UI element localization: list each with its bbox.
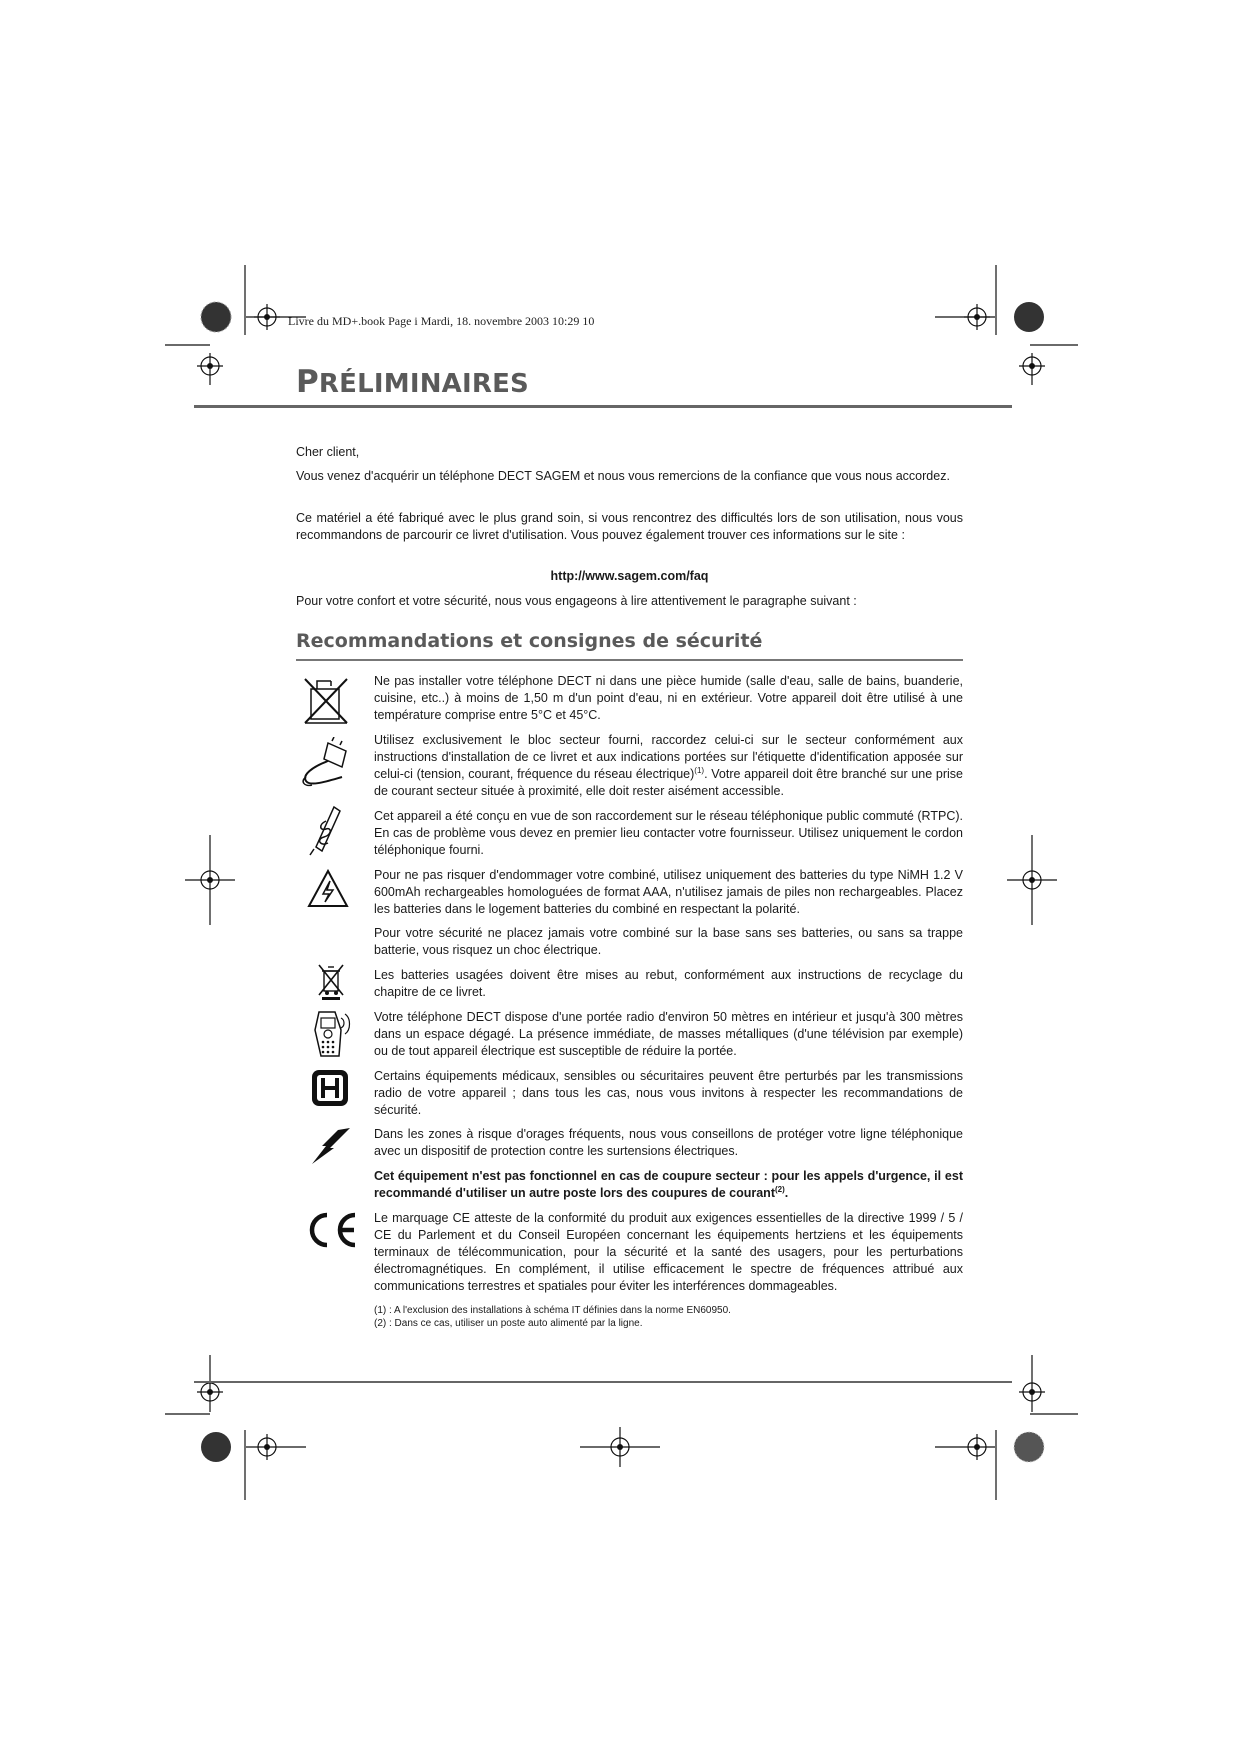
page-title-rest: RÉLIMINAIRES [318, 369, 529, 399]
power-adapter-icon [298, 737, 358, 789]
item-recycling: Les batteries usagées doivent être mises au rebut, conformément aux instructions de recyclage du chapitre de ce livret. [374, 968, 963, 999]
item-power-text-end: . Votre appareil doit être branché sur une prise de courant secteur située à proximité, elle doit rester aisément accessible. [374, 767, 963, 798]
footnote-2: (2) : Dans ce cas, utiliser un poste auto alimenté par la ligne. [374, 1318, 643, 1329]
electric-hazard-icon [306, 868, 350, 910]
greeting: Cher client, [296, 445, 360, 459]
recycling-bin-icon [316, 961, 346, 1001]
header-slug: Livre du MD+.book Page i Mardi, 18. novembre 2003 10:29 10 [288, 314, 595, 328]
item-medical: Certains équipements médicaux, sensibles ou sécuritaires peuvent être perturbés par les transmissions radio de votre appareil ; dans tous les cas, nous vous invitons à respecter les recommandations de sécurité. [374, 1069, 963, 1117]
title-rule [194, 405, 1012, 408]
item-power [374, 732, 963, 800]
intro-paragraph-1: Vous venez d'acquérir un téléphone DECT SAGEM et nous vous remercions de la confiance que vous nous accordez. [296, 469, 950, 483]
item-range: Votre téléphone DECT dispose d'une portée radio d'environ 50 mètres en intérieur et jusqu'à 300 mètres dans un espace dégagé. La présence immédiate, de masses métalliques (d'une télévision par exemple) ou de tout appareil électrique est susceptible de réduire la portée. [374, 1010, 963, 1058]
handset-range-icon [305, 1008, 353, 1060]
lightning-icon [308, 1126, 354, 1166]
phone-cord-icon [302, 805, 352, 857]
section-title: Recommandations et consignes de sécurité [296, 630, 763, 652]
intro-paragraph-2: Ce matériel a été fabriqué avec le plus grand soin, si vous rencontrez des difficultés lors de son utilisation, nous vous recommandons de parcourir ce livret d'utilisation. Vous pouvez également trouver ces informations sur le site : [296, 511, 963, 542]
page-title-initial: P [296, 364, 319, 400]
section-rule [296, 659, 963, 661]
no-water-icon [301, 675, 353, 727]
footnote-ref-2: (2) [774, 1184, 785, 1194]
page-title [296, 364, 529, 400]
footnote-1: (1) : A l'exclusion des installations à schéma IT définies dans la norme EN60950. [374, 1305, 731, 1316]
warning-text-end: . [784, 1186, 789, 1200]
item-power-text: Utilisez exclusivement le bloc secteur fourni, raccordez celui-ci sur le secteur conformément aux instructions d'installation de ce livret et aux indications portées sur l'étiquette d'identification apposée sur celui-ci (tension, courant, fréquence du réseau électrique) [374, 733, 963, 781]
item-storm: Dans les zones à risque d'orages fréquents, nous vous conseillons de protéger votre ligne téléphonique avec un dispositif de protection contre les surtensions électriques. [374, 1127, 963, 1158]
item-power-outage-warning [374, 1168, 963, 1202]
hospital-icon [310, 1068, 350, 1108]
ce-mark-icon [302, 1210, 360, 1250]
item-ce-marking: Le marquage CE atteste de la conformité du produit aux exigences essentielles de la directive 1999 / 5 / CE du Parlement et du Conseil Européen concernant les équipements hertziens et les équipements terminaux de télécommunication, pour la sécurité et la santé des usagers, pour les perturbations électromagnétiques. En complément, il utilise efficacement le spectre de fréquences attribué aux communications terrestres et spatiales pour éviter les interférences dommageables. [374, 1211, 963, 1293]
bottom-rule [194, 1381, 1012, 1383]
item-battery-type: Pour ne pas risquer d'endommager votre combiné, utilisez uniquement des batteries du type NiMH 1.2 V 600mAh rechargeables homologuées de format AAA, n'utilisez jamais de piles non rechargeables. Placez les batteries dans le logement batteries du combiné en respectant la polarité. [374, 868, 963, 916]
footnote-ref-1: (1) [694, 765, 705, 775]
warning-text: Cet équipement n'est pas fonctionnel en cas de coupure secteur : pour les appels d'urgence, il est recommandé d'utiliser un autre poste lors des coupures de courant [374, 1169, 963, 1200]
intro-paragraph-3: Pour votre confort et votre sécurité, nous vous engageons à lire attentivement le paragraphe suivant : [296, 594, 857, 608]
item-battery-safety: Pour votre sécurité ne placez jamais votre combiné sur la base sans ses batteries, ou sans sa trappe batterie, vous risquez un choc électrique. [374, 926, 963, 957]
faq-link[interactable]: http://www.sagem.com/faq [550, 569, 709, 583]
item-network: Cet appareil a été conçu en vue de son raccordement sur le réseau téléphonique public commuté (RTPC). En cas de problème vous devez en premier lieu contacter votre fournisseur. Utilisez uniquement le cordon téléphonique fourni. [374, 809, 963, 857]
item-humidity: Ne pas installer votre téléphone DECT ni dans une pièce humide (salle d'eau, salle de bains, buanderie, cuisine, etc..) à moins de 1,50 m d'un point d'eau, ni en extérieur. Votre appareil doit être utilisé à une température comprise entre 5°C et 45°C. [374, 674, 963, 722]
